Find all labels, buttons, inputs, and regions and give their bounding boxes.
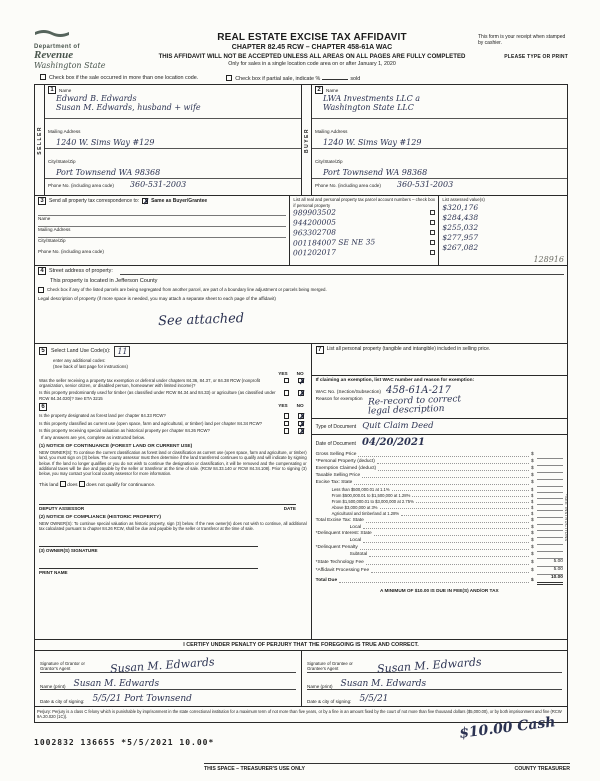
form-title: REAL ESTATE EXCISE TAX AFFIDAVIT [217,32,407,43]
dor-logo [34,22,146,70]
correspondence-name-line: Name [38,205,286,216]
cashier-validation-stamp: 1002832 136655 *5/5/2021 10.00* [34,738,215,747]
buyer-phone-field [312,179,567,195]
grantor-signature: Susan M. Edwards [109,654,215,676]
assessed-value: $320,176 [442,202,479,212]
personal-property-label: List all personal property (tangible and intangible) included in selling price. [326,345,491,352]
tax-value [537,467,563,473]
land-use-label: Select Land Use Code(s): [51,348,111,355]
seller-city-field [45,149,301,179]
document-type-label: Type of Document [315,424,357,431]
question-current-use: Is this property classified as current use (open space, farm and agricultural, or timber) land per chapter 84.34 RCW? ✗ [39,419,306,429]
personal-property-checkbox [430,230,435,235]
wac-label: WAC No. (Section/Subsection) [315,389,382,395]
grantor-name-row [40,674,296,690]
tax-value [537,525,563,531]
grantee-date-label: Date & city of signing: [307,698,352,704]
certification-columns [35,651,567,707]
current-yes-checkbox [284,421,290,427]
correspondence-city-line: City/State/Zip [38,227,286,238]
field-label: City/State/Zip [315,159,343,165]
land-use-code-value: 11 [117,346,128,356]
document-date-label: Date of Document [315,441,356,448]
correspondence-phone-line: Phone No. (including area code) [38,249,104,255]
wac-row [316,385,563,396]
tax-row: *Delinquent Interest: State $ [316,531,563,538]
grantee-name-row [307,674,562,690]
seller-mailing-field [45,119,301,149]
personal-property-checkbox [430,220,435,225]
buyer-city-field [312,149,567,179]
form-warning: THIS AFFIDAVIT WILL NOT BE ACCEPTED UNLESS ALL AREAS ON ALL PAGES ARE FULLY COMPLETED [158,53,466,60]
tax-row: *Delinquent Penalty $ [316,545,563,552]
owners-signature-line: (3) OWNER(S) SIGNATURE [39,546,258,553]
grantor-name-label: Name (print) [40,683,66,689]
tax-value [537,499,563,505]
field-label: Mailing Address [48,129,81,134]
multi-location-item [40,74,198,81]
parcel-row: 944200005 [293,218,435,228]
assessed-column-header: List assessed value(s) [442,197,485,203]
buyer-side-strip [302,85,312,195]
reason-value: legal description [367,404,445,418]
parcel-row: 001184007 SE NE 35 [293,238,435,248]
land-use-column [35,344,312,639]
tax-value [537,532,563,538]
grantee-date-value: 5/5/21 [359,693,389,704]
street-address-blank [120,267,564,275]
parcel-row: 001202017 [293,248,435,258]
grantee-signature-row [307,653,562,676]
tax-row: Local $ [316,538,563,545]
parties-row [35,85,567,196]
buyer-mailing-field [312,119,567,149]
tax-row: Gross Selling Price $ [316,452,563,459]
logo-text: Washington State [34,61,106,70]
parcel-column-header: List all real and personal property tax parcel account numbers – check box if personal property [293,197,435,208]
parcel-row: 963302708 [293,228,435,238]
seller-box [35,85,301,195]
forest-yes-checkbox [284,413,290,419]
tax-table [316,452,563,585]
section-7-number: 7 [316,346,324,354]
pencil-note: 128916 [533,254,564,264]
logo-text: Revenue [34,49,74,61]
seller-name-value: Susan M. Edwards, husband + wife [56,103,201,113]
tax-value [537,460,563,466]
segregated-label: Check box if any of the listed parcels are being segregated from another parcel, are part of a boundary line adjustment or parcels being merged. [47,286,327,292]
grantee-signature: Susan M. Edwards [376,654,482,676]
grantee-name-label: Name (print) [307,683,333,689]
assessed-value: $267,082 [442,242,479,252]
q2-yes-checkbox [284,390,290,396]
seller-name-value: Edward B. Edwards [56,94,137,103]
total-due-row: Total Due $ 10.00 [315,575,563,584]
total-due-value: 10.00 [537,575,563,585]
tax-column [312,344,567,639]
yes-no-header: YES NO [278,370,304,376]
field-label: Phone No. (including area code) [315,183,381,189]
seller-city-value: Port Townsend WA 98368 [56,168,161,178]
form-note: Only for sales in a single location code area on or after January 1, 2020 [228,61,396,67]
tax-row: *State Technology Fee $ 5.00 [315,559,563,566]
treasurer-area [34,714,570,774]
continuance-text: NEW OWNER(S): To continue the current classification as forest land or classification as current use (open space, farm and agriculture, or timber) land, you must sign on (3) below. The county assessor must then determine if the land transferred continues to qualify and will indicate by signing below. If the land no longer qualifies or you do not wish to continue the designation or classification, it will be removed and the compensating or additional taxes will be due and payable by the seller or transferor at the time of sale. (RCW 84.33.140 or RCW 84.34.108). Prior to signing (3) below, you may contact your local county assessor for more information. [39,449,307,477]
does-not-checkbox [79,481,85,487]
assessed-value: $277,957 [442,232,479,242]
tax-row: *Personal Property (deduct) $ [316,459,563,466]
field-label: Name [326,87,339,93]
section-5-number: 5 [39,347,47,355]
tax-value [537,493,563,499]
perjury-notice: Perjury: Perjury is a class C felony which is punishable by imprisonment in the state correctional institution for a maximum term of not more than five years, or by a fine in an amount fixed by the court of not more than five thousand dollars ($5,000.00), or by both imprisonment and fine (RCW 9A.20.020 (1C)). [37,708,562,719]
tax-value [537,481,563,487]
see-back-note: (See back of last page for instructions) [53,363,128,369]
buyer-mailing-value: 1240 W. Sims Way #129 [323,138,422,147]
tax-value [537,519,563,525]
buyer-box [301,85,567,195]
seller-side-label: SELLER [36,125,43,155]
multi-location-label: Check box if the sale occurred in more than one location code. [49,75,199,81]
historic-no-checkbox: ✗ [299,427,306,437]
q1-yes-checkbox [284,378,290,384]
same-as-buyer-checkbox: ✗ [143,197,150,207]
type-print-note: PLEASE TYPE OR PRINT [504,53,568,60]
street-address-label: Street address of property: [49,267,113,274]
tax-row: Exemption Claimed (deduct) $ [316,466,563,473]
personal-property-checkbox [430,240,435,245]
assessed-value: $284,438 [442,212,479,222]
tax-rate-row: From $500,000.01 to $1,500,000 at 1.28% $ [316,493,563,499]
field-label: Phone No. (including area code) [48,183,114,189]
currency-sign: $ [530,452,534,458]
land-use-code-box [114,346,130,357]
wac-value: 458-61A-217 [386,384,451,396]
question-exemption-deferral: Was the seller receiving a property tax exemption or deferral under chapters 84.36, 84.37, or 84.38 RCW (nonprofit organization, senior citizen, or disabled person, homeowner with limited income)? ✗ [39,376,306,388]
minimum-due-note: A MINIMUM OF $10.00 IS DUE IN FEE(S) AND/OR TAX [380,588,499,594]
qualify-line: This land does does not qualify for continuance. [39,482,156,488]
question-timber-agriculture: Is this property predominantly used for timber (as classified under RCW 84.34 and 84.33) or agriculture (as classified under RCW 84.34.020)? See ETA 3215 ✗ [39,389,306,401]
grantor-date-value: 5/5/21 Port Townsend [92,693,192,704]
tax-rate-row: Less than $500,000.01 at 1.1% $ [316,487,563,493]
document-date-value: 04/20/2021 [361,437,425,449]
section-1-number: 1 [48,86,56,94]
current-no-checkbox: ✗ [299,419,306,429]
legal-description-value: See attached [157,310,245,329]
additional-codes-label: enter any additional codes: [53,357,106,363]
treasurer-space-label: THIS SPACE – TREASURER'S USE ONLY [204,766,305,772]
located-in-line: This property is located in Jefferson County [50,277,158,284]
field-label: Name [59,87,72,93]
correspondence-box [35,196,290,264]
tax-value [537,512,563,518]
partial-sale-checkbox [226,75,232,81]
cash-note: $10.00 Cash [458,714,557,742]
buyer-name-value: Washington State LLC [323,103,414,113]
compliance-title: (2) NOTICE OF COMPLIANCE (HISTORIC PROPERTY) [39,514,161,520]
parcel-numbers-column [290,196,439,264]
grantee-signature-label: Signature of Grantee or Grantee's Agent [307,660,353,672]
q1-no-checkbox: ✗ [299,376,306,386]
grantor-signature-label: Signature of Grantor or Grantor's Agent [40,660,85,672]
correspondence-label: Send all property tax correspondence to: [49,198,140,205]
q2-no-checkbox: ✗ [299,389,306,399]
personal-property-checkbox [430,250,435,255]
document-type-row [312,418,567,432]
tax-row: Local $ [316,525,563,532]
tax-row: Taxable Selling Price $ [316,473,563,480]
tax-rate-row: Agricultural and timberland at 1.28% $ [316,511,563,517]
parcels-row [35,196,567,265]
tax-value [537,453,563,459]
property-address-box [35,266,567,344]
exemption-intro: If claiming an exemption, list WAC number and reason for exemption: [315,377,475,383]
grantee-name-value: Susan M. Edwards [340,678,427,689]
partial-sale-item [226,73,360,82]
buyer-name-value: LWA Investments LLC a [323,94,421,103]
parcel-row: 989903502 [293,208,435,218]
multi-location-checkbox [40,74,46,80]
county-treasurer-label: COUNTY TREASURER [514,766,570,772]
seller-name-field [45,85,301,119]
seller-mailing-value: 1240 W. Sims Way #129 [56,138,155,147]
flag-icon [34,29,70,39]
assessed-value: $255,032 [442,222,479,232]
tax-row: Excise Tax: State $ [316,480,563,487]
personal-property-blank [312,356,567,376]
reason-value: Re-record to correct [367,393,461,408]
document-date-row [312,434,567,449]
grantee-date-row [307,690,562,704]
tax-value [537,487,563,493]
compliance-text: NEW OWNER(S): To continue special valuation as historic property, sign (3) below. If the new owner(s) does not wish to continue, all additional tax calculated pursuant to chapter 84.26 RCW, shall be due and payable by the seller or transferor at the time of sale. [39,520,307,532]
form-header [34,22,568,70]
section-6-number: 6 [39,403,47,411]
top-check-row [40,73,568,82]
logo-text: Department of [34,44,80,50]
partial-sale-label: Check box if partial sale, indicate % [235,76,321,82]
tax-rate-row: From $1,500,000.01 to $3,000,000 at 2.75% $ [316,499,563,505]
seller-phone-field [45,179,301,195]
document-type-value: Quit Claim Deed [362,421,434,432]
tax-value: 5.00 [537,567,563,575]
question-historic: Is this property receiving special valuation as historical property per chapter 84.26 RCW? ✗ [39,427,306,437]
buyer-city-value: Port Townsend WA 98368 [323,168,428,178]
section-3-number: 3 [38,197,46,205]
continuance-title: (1) NOTICE OF CONTINUANCE (FOREST LAND OR CURRENT USE) [39,443,193,449]
assessed-values-column [439,196,567,264]
tax-value [537,474,563,480]
see-instructions-note: *SEE INSTRUCTIONS [563,493,569,542]
lower-section [35,344,567,640]
historic-yes-checkbox [284,428,290,434]
reason-row [315,393,563,418]
buyer-side-label: BUYER [303,127,310,153]
buyer-phone-value: 360-531-2003 [396,180,454,190]
grantor-name-value: Susan M. Edwards [73,678,160,689]
section-4-number: 4 [38,267,46,275]
tax-row: *Affidavit Processing Fee $ 5.00 [315,567,563,574]
seller-phone-value: 360-531-2003 [129,180,187,190]
certification-statement: I CERTIFY UNDER PENALTY OF PERJURY THAT THE FOREGOING IS TRUE AND CORRECT. [35,640,567,651]
tax-value [537,546,563,552]
does-checkbox [60,481,66,487]
grantor-date-row [40,690,296,704]
treasurer-line [204,763,570,772]
partial-sale-suffix: sold [350,76,361,82]
deputy-assessor-line: DEPUTY ASSESSOR DATE [39,505,296,511]
affidavit-form [34,22,568,723]
tax-row: Total Excise Tax: State $ [316,518,563,525]
tax-value [537,539,563,545]
grantor-certification [35,651,301,706]
legal-description-label: Legal description of property (if more space is needed, you may attach a separate sheet to each page of the affidavit) [38,295,276,301]
field-label: City/State/Zip [48,159,76,165]
grantee-certification [301,651,567,706]
title-block [146,22,478,67]
seller-side-strip [35,85,45,195]
tax-row: Subtotal $ [316,552,563,559]
yes-no-header-2: 6 YES NO [39,403,307,411]
form-subtitle: CHAPTER 82.45 RCW – CHAPTER 458-61A WAC [231,44,393,51]
if-yes-note: If any answers are yes, complete as instructed below. [41,434,145,440]
section-2-number: 2 [315,86,323,94]
question-forest-land: Is the property designated as forest land per chapter 84.33 RCW? ✗ [39,412,306,422]
buyer-name-field [312,85,567,119]
forest-no-checkbox: ✗ [299,412,306,422]
percent-blank [322,73,348,80]
tax-rate-row: Above $3,000,000 at 3% $ [316,505,563,511]
receipt-note: This form is your receipt when stamped by cashier. [478,34,566,47]
print-name-line: PRINT NAME [39,568,258,575]
tax-value: 5.00 [537,559,563,567]
segregated-checkbox [38,287,44,293]
same-as-buyer-label: Same as Buyer/Grantee [151,198,208,205]
grantor-signature-row [40,653,296,676]
form-body [34,84,568,723]
grantor-date-label: Date & city of signing: [40,698,85,704]
tax-value [537,505,563,511]
personal-property-checkbox [430,210,435,215]
field-label: Mailing Address [315,129,348,134]
correspondence-mailing-line: Mailing Address [38,216,286,227]
reason-label: Reason for exemption [315,396,363,402]
receipt-note-block [478,22,568,60]
